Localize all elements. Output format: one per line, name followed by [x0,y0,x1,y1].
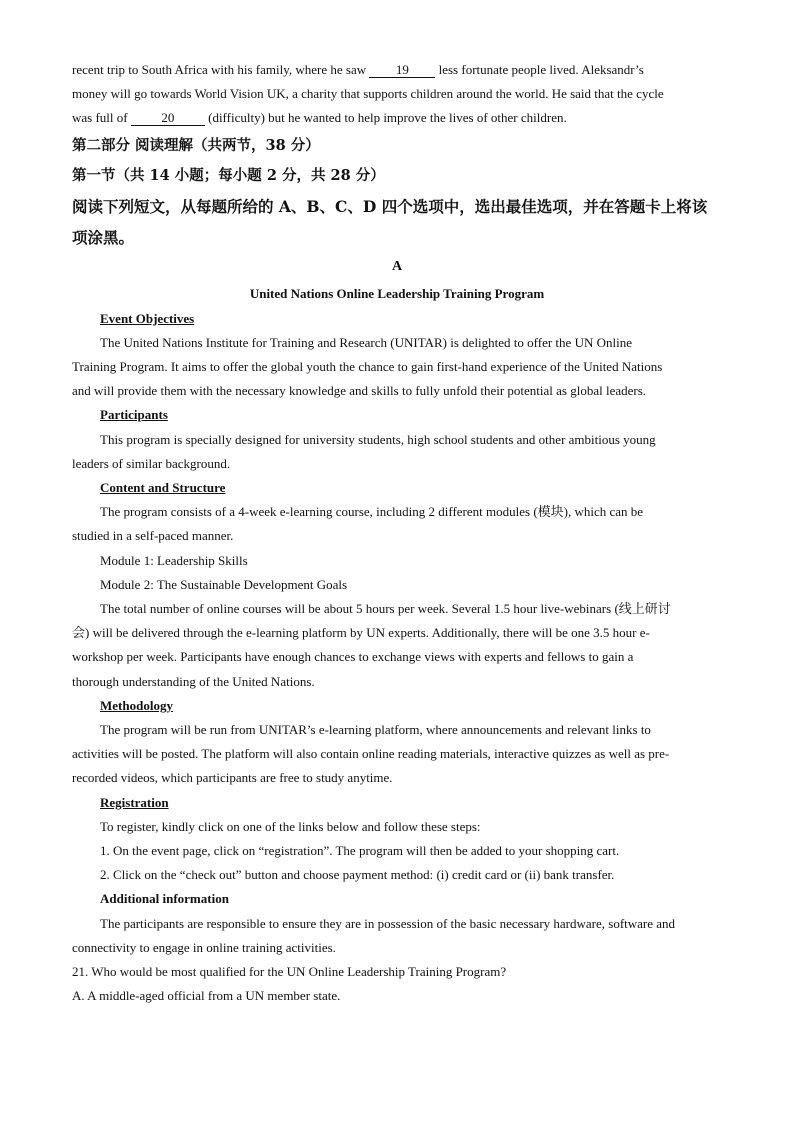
blank-number: 19 [395,62,409,77]
answer-blank-19 [369,62,435,78]
part-heading: 第二部分 阅读理解（共两节，38 分） [72,136,320,154]
methodology-line-1: The program will be run from UNITAR’s e-learning platform, where announcements and relevant links to [100,722,651,738]
module-2: Module 2: The Sustainable Development Goals [100,576,348,592]
top-paragraph-line-1 [72,58,722,82]
top-paragraph-line-3 [72,106,722,130]
additional-line-1: The participants are responsible to ensure they are in possession of the basic necessary hardware, software and [100,915,676,931]
exam-page [72,58,722,1009]
content-line-5: workshop per week. Participants have enough chances to exchange views with experts and fellows to gain a [72,649,634,665]
heading-participants: Participants [100,407,168,423]
objectives-line-3: and will provide them with the necessary knowledge and skills to fully unfold their potential as global leaders. [72,383,647,399]
heading-additional-information: Additional information [100,891,229,907]
content-line-4: 会) will be delivered through the e-learning platform by UN experts. Additionally, there will be one 3.5 hour e- [72,625,650,641]
participants-line-2: leaders of similar background. [72,455,231,471]
text-span: (difficulty) but he wanted to help improve the lives of other children. [208,110,567,126]
content-line-6: thorough understanding of the United Nations. [72,673,315,689]
heading-content-structure: Content and Structure [100,480,226,496]
objectives-line-2: Training Program. It aims to offer the global youth the chance to gain first-hand experience of the United Nations [72,359,663,375]
additional-line-2: connectivity to engage in online training activities. [72,939,336,955]
heading-event-objectives: Event Objectives [100,310,195,326]
heading-methodology: Methodology [100,697,173,713]
objectives-line-1: The United Nations Institute for Training and Research (UNITAR) is delighted to offer the UN Online [100,334,632,350]
module-1: Module 1: Leadership Skills [100,552,248,568]
passage-title: United Nations Online Leadership Training Program [249,285,545,301]
methodology-line-3: recorded videos, which participants are free to study anytime. [72,770,393,786]
content-line-2: studied in a self-paced manner. [72,528,234,544]
section-heading: 第一节（共 14 小题；每小题 2 分，共 28 分） [72,166,385,184]
answer-blank-20 [131,110,205,126]
registration-line-1: To register, kindly click on one of the links below and follow these steps: [100,818,481,834]
registration-step-2: 2. Click on the “check out” button and choose payment method: (i) credit card or (ii) bank transfer. [100,867,615,883]
methodology-line-2: activities will be posted. The platform will also contain online reading materials, interactive quizzes as well as pre- [72,746,670,762]
text-span: less fortunate people lived. Aleksandr’s [438,62,644,77]
participants-line-1: This program is specially designed for university students, high school students and other ambitious young [100,431,656,447]
blank-number: 20 [161,110,175,126]
question-21: 21. Who would be most qualified for the UN Online Leadership Training Program? [72,964,507,980]
text-span: was full of [72,110,128,126]
registration-step-1: 1. On the event page, click on “registration”. The program will then be added to your shopping cart. [100,843,620,859]
passage-letter: A [391,258,403,274]
text-span: recent trip to South Africa with his family, where he saw [72,62,367,77]
instruction-line-1: 阅读下列短文，从每题所给的 A、B、C、D 四个选项中，选出最佳选项，并在答题卡上将该 [72,196,708,216]
heading-registration: Registration [100,794,169,810]
top-paragraph-line-2: money will go towards World Vision UK, a charity that supports children around the world. He said that the cycle [72,86,664,102]
content-line-1: The program consists of a 4-week e-learning course, including 2 different modules (模块), which can be [100,504,644,520]
instruction-line-2: 项涂黑。 [72,227,135,247]
content-line-3: The total number of online courses will be about 5 hours per week. Several 1.5 hour live-webinars (线上研讨 [100,601,671,617]
question-21-option-a: A. A middle-aged official from a UN member state. [72,988,341,1004]
